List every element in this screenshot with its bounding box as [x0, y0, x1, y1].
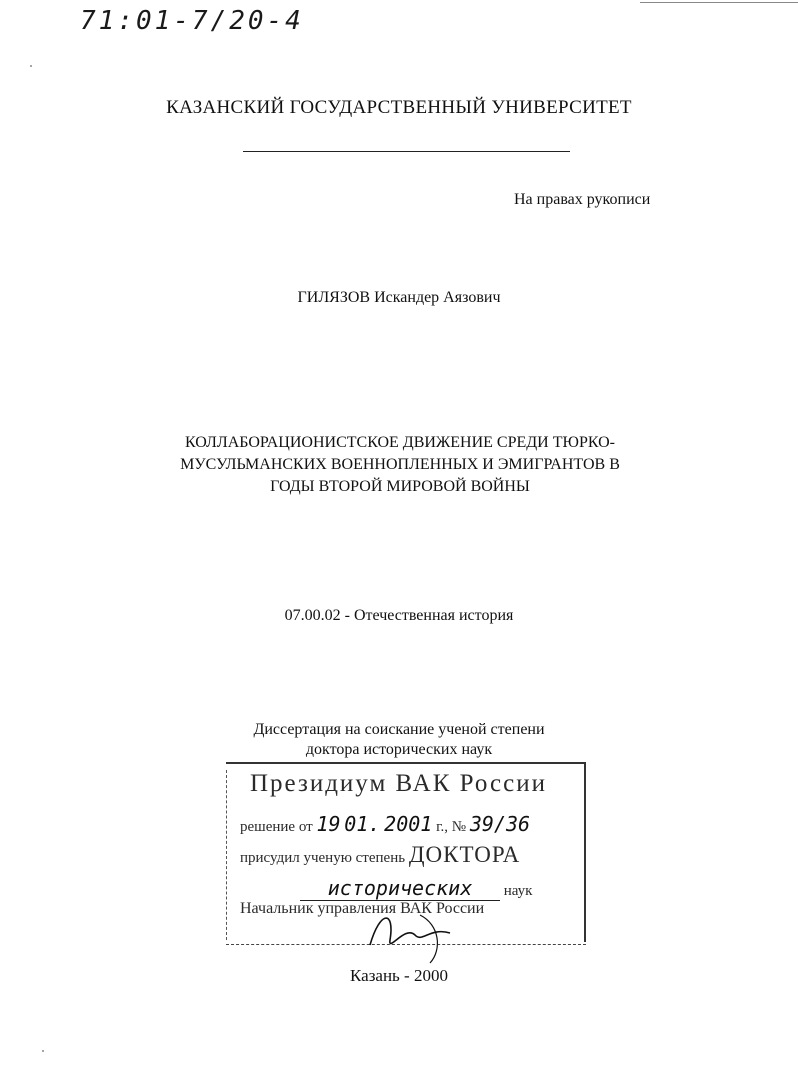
stamp-degree: ДОКТОРА: [408, 842, 521, 867]
stamp-border: [226, 770, 227, 940]
degree-line: доктора исторических наук: [305, 741, 493, 758]
stamp-award-line: [240, 842, 520, 868]
top-edge-line: [640, 2, 798, 3]
title-line: МУСУЛЬМАНСКИХ ВОЕННОПЛЕННЫХ И ЭМИГРАНТОВ В: [180, 456, 620, 473]
stamp-chief-line: Начальник управления ВАК России: [240, 900, 485, 917]
stamp-award-label: присудил ученую степень: [240, 850, 406, 866]
handwritten-archive-code: 71:01-7/20-4: [80, 6, 304, 36]
stamp-decision-number: 39/36: [469, 812, 531, 836]
stamp-border: [226, 762, 584, 764]
scan-speck: [42, 1050, 44, 1052]
stamp-field-suffix: наук: [503, 883, 533, 899]
manuscript-rights-label: На правах рукописи: [514, 191, 651, 208]
stamp-decision-line: [240, 812, 530, 836]
title-line: ГОДЫ ВТОРОЙ МИРОВОЙ ВОЙНЫ: [270, 478, 530, 495]
stamp-number-label: г., №: [436, 819, 467, 835]
degree-statement: [0, 720, 798, 760]
stamp-decision-day: 19: [316, 812, 341, 836]
degree-line: Диссертация на соискание ученой степени: [253, 721, 545, 738]
scan-speck: [30, 65, 32, 67]
stamp-decision-label: решение от: [240, 819, 313, 835]
divider-line: [243, 151, 570, 152]
stamp-decision-month: 01.: [344, 812, 381, 836]
stamp-field-line: [300, 876, 532, 901]
title-line: КОЛЛАБОРАЦИОНИСТСКОЕ ДВИЖЕНИЕ СРЕДИ ТЮРКО-: [184, 434, 616, 451]
signature-image: [360, 905, 460, 965]
specialty-code: 07.00.02 - Отечественная история: [284, 607, 514, 624]
city-year: Казань - 2000: [350, 966, 448, 985]
stamp-header: Президиум ВАК России: [250, 770, 547, 797]
stamp-border: [584, 762, 586, 942]
dissertation-title: [150, 432, 650, 498]
stamp-field-handwritten: исторических: [300, 876, 500, 901]
author-name: ГИЛЯЗОВ Искандер Аязович: [297, 289, 501, 306]
stamp-decision-year: 2001: [384, 812, 433, 836]
university-name: КАЗАНСКИЙ ГОСУДАРСТВЕННЫЙ УНИВЕРСИТЕТ: [166, 97, 632, 118]
